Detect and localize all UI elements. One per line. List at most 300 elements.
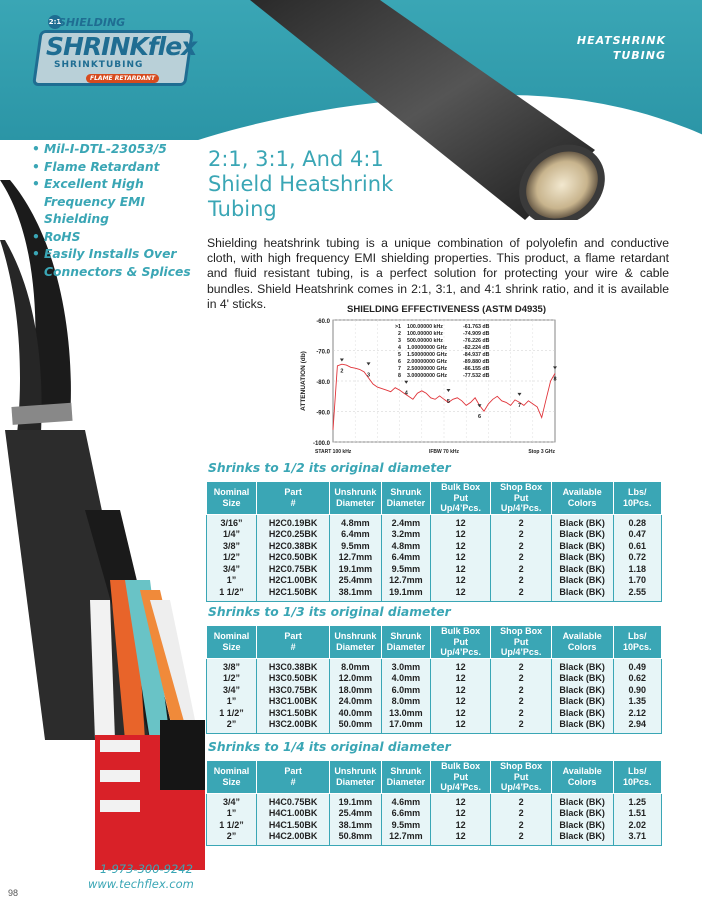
column-header-line: Lbs/ [627, 766, 647, 777]
column-header-line: Diameter [336, 641, 375, 652]
website-link[interactable]: www.techflex.com [88, 877, 194, 891]
category-line-1: HEATSHRINK [576, 34, 666, 47]
table-cell: Black (BK) [551, 673, 613, 685]
table-cell: 19.1mm [330, 793, 382, 808]
marker-table-freq: 2.00000000 GHz [407, 359, 448, 365]
section-heading-1-4: Shrinks to 1/4 its original diameter [208, 740, 451, 754]
marker-table-freq: 500.00000 kHz [407, 338, 443, 344]
table-cell: H3C1.00BK [257, 696, 330, 708]
column-header [551, 482, 613, 515]
column-header-line: Available [562, 631, 602, 642]
column-header-line: Put Up/4’Pcs. [500, 636, 542, 657]
marker-table-value: -82.224 dB [463, 345, 490, 351]
marker-table-id: 3 [398, 338, 401, 344]
table-cell: 2 [491, 673, 551, 685]
column-header-line: Nominal [213, 766, 250, 777]
marker-label: 6 [477, 414, 482, 421]
table-cell: 1/2” [207, 552, 257, 564]
table-cell: Black (BK) [551, 685, 613, 697]
marker-table-value: -84.937 dB [463, 352, 490, 358]
table-header-row [207, 761, 662, 794]
column-header-line: Shrunk [390, 631, 422, 642]
marker-label: 7 [517, 402, 522, 409]
table-cell: 3.71 [613, 831, 662, 845]
table-cell: 12 [430, 793, 490, 808]
table-cell: 3/8” [207, 658, 257, 673]
table-cell: 0.72 [613, 552, 662, 564]
table-cell: 3/16” [207, 514, 257, 529]
marker-table-freq: 2.50000000 GHz [407, 366, 448, 372]
table-cell: H3C0.38BK [257, 658, 330, 673]
table-cell: 2 [491, 696, 551, 708]
table-cell: 9.5mm [330, 541, 382, 553]
column-header-line: # [290, 776, 296, 787]
table-row [207, 831, 662, 845]
table-cell: 1.70 [613, 575, 662, 587]
marker-table-freq: 100.00000 kHz [407, 324, 443, 330]
table-cell: 12 [430, 708, 490, 720]
table-row [207, 514, 662, 529]
column-header [207, 482, 257, 515]
marker-table-value: -76.226 dB [463, 338, 490, 344]
table-cell: 8.0mm [330, 658, 382, 673]
table-cell: 12 [430, 564, 490, 576]
column-header-line: # [290, 641, 296, 652]
column-header [613, 761, 662, 794]
table-cell: 0.90 [613, 685, 662, 697]
column-header-line: Part [284, 631, 302, 642]
table-cell: 1” [207, 696, 257, 708]
table-cell: 3.0mm [381, 658, 430, 673]
column-header-line: Lbs/ [627, 631, 647, 642]
table-cell: H3C2.00BK [257, 719, 330, 733]
intro-paragraph: Shielding heatshrink tubing is a unique combination of polyolefin and conductive cloth, with high frequency EMI shielding properties. This product, a flame retardant and fluid resistant tubing, is a perfect solution for protecting your wire & cable bundles. Shield Heatshrink comes in 2:1, 3:1, and 4:1 shrink ratio, and it is available in 4' sticks. [207, 236, 669, 311]
table-cell: H2C0.25BK [257, 529, 330, 541]
column-header-line: Put Up/4’Pcs. [440, 771, 481, 792]
table-cell: H4C1.50BK [257, 820, 330, 832]
table-row [207, 793, 662, 808]
table-cell: Black (BK) [551, 808, 613, 820]
column-header-line: Shrunk [390, 487, 422, 498]
column-header-line: Put Up/4’Pcs. [440, 492, 481, 513]
table-cell: 12 [430, 514, 490, 529]
column-header-line: Diameter [336, 776, 375, 787]
logo-top-text: SHIELDING [58, 16, 126, 29]
logo-ratio-badge: 2:1 [48, 15, 62, 29]
table-cell: H2C0.75BK [257, 564, 330, 576]
table-cell: 38.1mm [330, 587, 382, 601]
column-header-line: Colors [567, 497, 597, 508]
column-header-line: Colors [567, 776, 597, 787]
table-cell: H2C0.38BK [257, 541, 330, 553]
marker-table-value: -86.155 dB [463, 366, 490, 372]
table-cell: Black (BK) [551, 793, 613, 808]
column-header [381, 626, 430, 659]
table-cell: 12 [430, 719, 490, 733]
table-cell: 1.35 [613, 696, 662, 708]
chart-plot [297, 302, 559, 460]
column-header [551, 761, 613, 794]
title-line-1: 2:1, 3:1, And 4:1 [208, 147, 384, 171]
page-number: 98 [8, 888, 19, 898]
column-header-line: Nominal [213, 487, 250, 498]
table-cell: 3/4” [207, 564, 257, 576]
column-header-line: Put Up/4’Pcs. [440, 636, 481, 657]
table-cell: 38.1mm [330, 820, 382, 832]
table-cell: 12.0mm [330, 673, 382, 685]
table-row [207, 552, 662, 564]
table-cell: H4C1.00BK [257, 808, 330, 820]
table-cell: 0.62 [613, 673, 662, 685]
table-cell: Black (BK) [551, 564, 613, 576]
marker-table-value: -77.532 dB [463, 373, 490, 379]
table-cell: 2.94 [613, 719, 662, 733]
table-cell: 6.4mm [381, 552, 430, 564]
marker-table-id: 5 [398, 352, 401, 358]
marker-table-id: 6 [398, 359, 401, 365]
table-cell: 2 [491, 831, 551, 845]
column-header-line: 10Pcs. [622, 641, 652, 652]
column-header [430, 761, 490, 794]
table-cell: Black (BK) [551, 658, 613, 673]
chart-title: SHIELDING EFFECTIVENESS (ASTM D4935) [347, 304, 547, 315]
marker-label: 8 [553, 376, 557, 383]
table-row [207, 587, 662, 601]
table-cell: 12 [430, 529, 490, 541]
table-cell: 1.51 [613, 808, 662, 820]
column-header-line: 10Pcs. [622, 776, 652, 787]
x-stop-label: Stop 3 GHz [528, 449, 555, 455]
feature-item: • Flame Retardant [32, 159, 202, 177]
column-header-line: Diameter [386, 641, 426, 652]
column-header [257, 626, 330, 659]
table-cell: 19.1mm [330, 564, 382, 576]
spec-table-1-2 [206, 481, 662, 602]
column-header-line: Size [222, 776, 241, 787]
column-header [257, 482, 330, 515]
spec-table-1-4 [206, 760, 662, 846]
table-header-row [207, 626, 662, 659]
column-header [330, 761, 382, 794]
column-header-line: Nominal [213, 631, 250, 642]
table-cell: 8.0mm [381, 696, 430, 708]
column-header-line: Size [222, 641, 241, 652]
column-header-line: Shop Box [500, 761, 543, 771]
marker-table-freq: 1.00000000 GHz [407, 345, 448, 351]
table-row [207, 708, 662, 720]
table-cell: 0.61 [613, 541, 662, 553]
table-cell: 1/2” [207, 673, 257, 685]
column-header-line: Bulk Box [441, 761, 481, 771]
table-cell: 12.7mm [381, 831, 430, 845]
table-cell: Black (BK) [551, 696, 613, 708]
table-cell: 2 [491, 793, 551, 808]
table-cell: 13.0mm [381, 708, 430, 720]
table-cell: H2C0.50BK [257, 552, 330, 564]
marker-label: 4 [404, 390, 408, 397]
table-cell: 4.0mm [381, 673, 430, 685]
marker-label: 3 [366, 372, 371, 379]
marker-table-value: -74.909 dB [463, 331, 490, 337]
category-label [577, 33, 666, 63]
table-cell: 1 1/2” [207, 587, 257, 601]
column-header [613, 482, 662, 515]
table-cell: 50.0mm [330, 719, 382, 733]
table-cell: 4.6mm [381, 793, 430, 808]
column-header-line: Diameter [386, 776, 426, 787]
x-start-label: START 100 kHz [315, 449, 352, 455]
table-cell: 3/4” [207, 685, 257, 697]
table-row [207, 673, 662, 685]
table-cell: 40.0mm [330, 708, 382, 720]
table-row [207, 564, 662, 576]
y-tick-label: -90.0 [316, 410, 330, 417]
table-cell: 18.0mm [330, 685, 382, 697]
column-header-line: Size [222, 497, 241, 508]
feature-item: • Excellent High Frequency EMI Shielding [32, 176, 202, 229]
cable-bundle-photo [0, 180, 205, 870]
feature-item: • Easily Installs Over Connectors & Splices [32, 246, 202, 281]
table-cell: 2 [491, 808, 551, 820]
column-header [207, 761, 257, 794]
section-heading-1-2: Shrinks to 1/2 its original diameter [208, 461, 451, 475]
logo-flame-retardant: FLAME RETARDANT [86, 74, 159, 83]
table-cell: H3C0.75BK [257, 685, 330, 697]
section-heading-1-3: Shrinks to 1/3 its original diameter [208, 605, 451, 619]
column-header-line: Put Up/4’Pcs. [500, 771, 542, 792]
marker-table-value: -89.880 dB [463, 359, 490, 365]
column-header-line: Available [562, 766, 602, 777]
table-row [207, 658, 662, 673]
marker-table-id: 8 [398, 373, 401, 379]
column-header-line: # [290, 497, 296, 508]
table-cell: 12 [430, 658, 490, 673]
table-cell: H4C0.75BK [257, 793, 330, 808]
table-cell: H4C2.00BK [257, 831, 330, 845]
table-cell: 12.7mm [330, 552, 382, 564]
marker-table-freq: 1.50000000 GHz [407, 352, 448, 358]
table-cell: H3C0.50BK [257, 673, 330, 685]
table-cell: 2 [491, 541, 551, 553]
column-header-line: Unshrunk [334, 487, 377, 498]
y-tick-label: -80.0 [316, 380, 330, 386]
table-cell: 9.5mm [381, 820, 430, 832]
table-cell: Black (BK) [551, 719, 613, 733]
table-row [207, 820, 662, 832]
column-header-line: Available [562, 487, 602, 498]
table-row [207, 696, 662, 708]
column-header-line: 10Pcs. [622, 497, 652, 508]
table-row [207, 808, 662, 820]
table-cell: Black (BK) [551, 541, 613, 553]
shrinkflex-logo [36, 16, 197, 86]
table-cell: 2 [491, 708, 551, 720]
table-row [207, 685, 662, 697]
table-cell: Black (BK) [551, 575, 613, 587]
table-cell: 4.8mm [381, 541, 430, 553]
table-cell: 3/4” [207, 793, 257, 808]
column-header [551, 626, 613, 659]
table-cell: 12 [430, 831, 490, 845]
table-cell: 1.18 [613, 564, 662, 576]
table-cell: 24.0mm [330, 696, 382, 708]
column-header [430, 482, 490, 515]
feature-list [32, 141, 202, 281]
table-cell: H3C1.50BK [257, 708, 330, 720]
table-cell: 1 1/2” [207, 708, 257, 720]
x-mid-label: IFBW 70 kHz [428, 449, 460, 455]
marker-table-id: 2 [398, 331, 401, 337]
marker-label: 2 [340, 368, 344, 375]
table-cell: 2 [491, 719, 551, 733]
marker-table-value: -61.763 dB [463, 324, 490, 330]
marker-table-freq: 3.00000000 GHz [407, 373, 448, 379]
table-cell: 1/4” [207, 529, 257, 541]
table-cell: 6.6mm [381, 808, 430, 820]
marker-table-id: >1 [394, 324, 401, 330]
column-header-line: Unshrunk [334, 766, 377, 777]
spec-table-1-3 [206, 625, 662, 734]
column-header [330, 626, 382, 659]
table-cell: 25.4mm [330, 575, 382, 587]
table-cell: 2.12 [613, 708, 662, 720]
table-cell: 12 [430, 673, 490, 685]
table-cell: Black (BK) [551, 587, 613, 601]
table-cell: 4.8mm [330, 514, 382, 529]
table-cell: H2C1.50BK [257, 587, 330, 601]
table-cell: 3.2mm [381, 529, 430, 541]
table-cell: 2.55 [613, 587, 662, 601]
table-cell: 12 [430, 552, 490, 564]
column-header-line: Colors [567, 641, 597, 652]
column-header-line: Part [284, 487, 302, 498]
table-cell: 2.4mm [381, 514, 430, 529]
column-header-line: Lbs/ [627, 487, 647, 498]
table-cell: 3/8” [207, 541, 257, 553]
marker-label: 5 [446, 398, 450, 405]
table-header-row [207, 482, 662, 515]
table-body [207, 658, 662, 734]
table-cell: H2C0.19BK [257, 514, 330, 529]
table-cell: 17.0mm [381, 719, 430, 733]
table-cell: 12 [430, 696, 490, 708]
table-cell: 1 1/2” [207, 820, 257, 832]
table-cell: 25.4mm [330, 808, 382, 820]
table-row [207, 529, 662, 541]
table-cell: 2 [491, 564, 551, 576]
logo-main-text: SHRINKflex [46, 32, 197, 61]
feature-item: • Mil-I-DTL-23053/5 [32, 141, 202, 159]
column-header-line: Bulk Box [441, 482, 481, 492]
marker-table-id: 4 [398, 345, 401, 351]
shielding-chart [297, 302, 559, 460]
table-cell: 0.28 [613, 514, 662, 529]
table-cell: 12 [430, 575, 490, 587]
table-body [207, 514, 662, 601]
table-cell: 2 [491, 514, 551, 529]
column-header [491, 761, 551, 794]
table-cell: 6.4mm [330, 529, 382, 541]
table-cell: Black (BK) [551, 514, 613, 529]
marker-table-id: 7 [398, 366, 401, 372]
table-row [207, 541, 662, 553]
table-cell: 2 [491, 685, 551, 697]
table-cell: 2 [491, 529, 551, 541]
column-header [430, 626, 490, 659]
column-header [207, 626, 257, 659]
table-cell: 12 [430, 587, 490, 601]
column-header-line: Unshrunk [334, 631, 377, 642]
phone-number: 1-973-300-9242 [100, 862, 193, 876]
table-cell: 9.5mm [381, 564, 430, 576]
y-tick-label: -100.0 [312, 441, 330, 447]
column-header-line: Shrunk [390, 766, 422, 777]
table-cell: Black (BK) [551, 552, 613, 564]
table-cell: 2 [491, 658, 551, 673]
column-header-line: Bulk Box [441, 626, 481, 636]
y-tick-label: -70.0 [316, 349, 330, 356]
column-header-line: Shop Box [500, 482, 543, 492]
column-header-line: Diameter [386, 497, 426, 508]
feature-item: • RoHS [32, 229, 202, 247]
table-cell: 12 [430, 685, 490, 697]
table-cell: 0.49 [613, 658, 662, 673]
table-cell: 2” [207, 831, 257, 845]
table-cell: H2C1.00BK [257, 575, 330, 587]
table-cell: 2 [491, 587, 551, 601]
table-cell: 50.8mm [330, 831, 382, 845]
column-header-line: Part [284, 766, 302, 777]
column-header-line: Put Up/4’Pcs. [500, 492, 542, 513]
table-cell: 2 [491, 575, 551, 587]
table-cell: 19.1mm [381, 587, 430, 601]
y-tick-label: -60.0 [316, 319, 330, 325]
y-axis-label: ATTENUATION (db) [300, 351, 307, 411]
category-line-2: TUBING [612, 49, 666, 62]
table-cell: 12.7mm [381, 575, 430, 587]
table-cell: 2 [491, 820, 551, 832]
table-cell: Black (BK) [551, 708, 613, 720]
table-cell: 12 [430, 808, 490, 820]
table-body [207, 793, 662, 845]
marker-table-freq: 100.00000 kHz [407, 331, 443, 337]
table-cell: 0.47 [613, 529, 662, 541]
table-cell: 1” [207, 808, 257, 820]
title-line-3: Tubing [208, 197, 277, 221]
table-cell: 1” [207, 575, 257, 587]
column-header [381, 482, 430, 515]
table-cell: Black (BK) [551, 820, 613, 832]
column-header-line: Diameter [336, 497, 375, 508]
table-cell: 2” [207, 719, 257, 733]
table-row [207, 575, 662, 587]
table-cell: 12 [430, 820, 490, 832]
table-cell: 6.0mm [381, 685, 430, 697]
column-header-line: Shop Box [500, 626, 543, 636]
column-header [491, 626, 551, 659]
title-line-2: Shield Heatshrink [208, 172, 394, 196]
table-cell: Black (BK) [551, 831, 613, 845]
table-cell: 2 [491, 552, 551, 564]
table-cell: 2.02 [613, 820, 662, 832]
table-cell: 1.25 [613, 793, 662, 808]
column-header [381, 761, 430, 794]
table-row [207, 719, 662, 733]
column-header [330, 482, 382, 515]
logo-sub-text: SHRINKTUBING [54, 60, 144, 70]
column-header [491, 482, 551, 515]
page-title [208, 147, 488, 222]
